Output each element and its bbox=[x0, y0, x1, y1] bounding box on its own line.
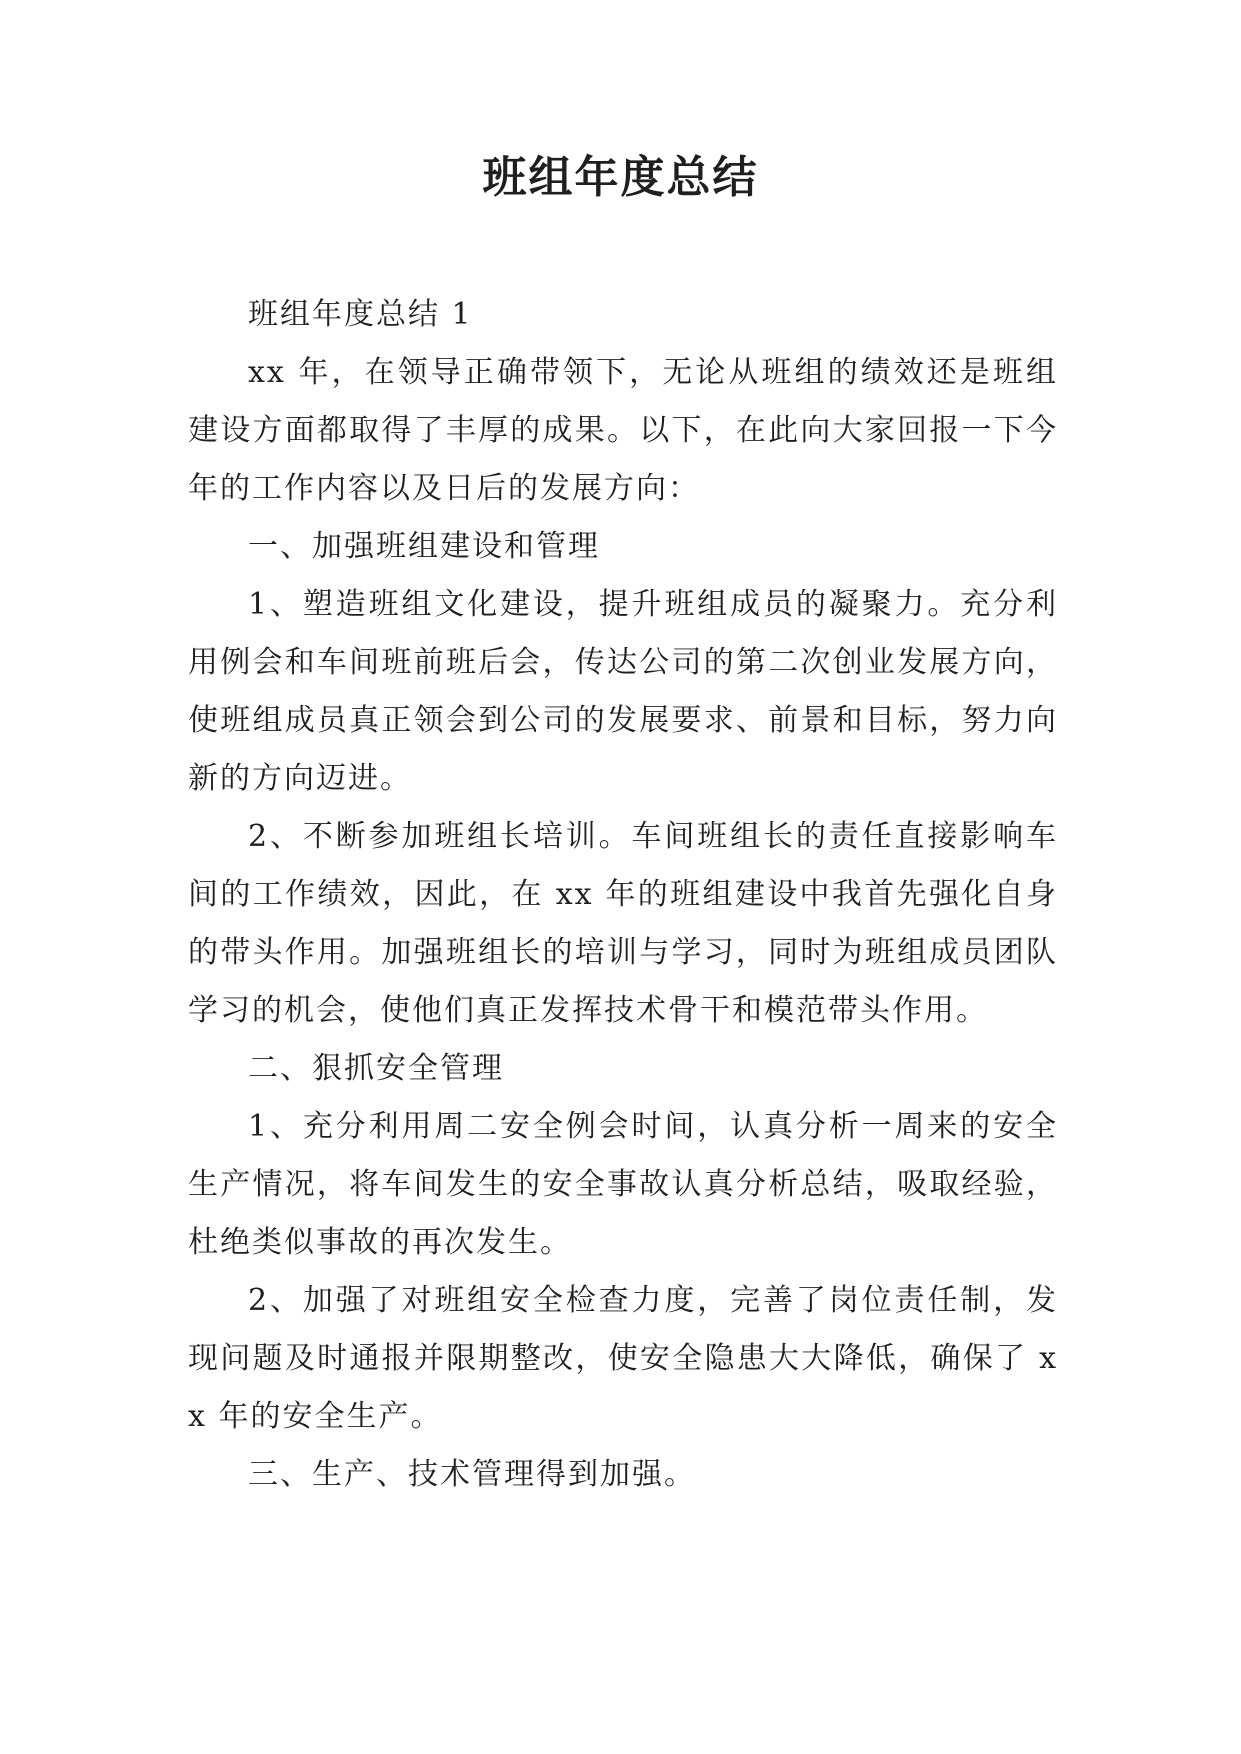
section-heading-part-1: 班组年度总结 1 bbox=[248, 297, 473, 332]
paragraph-safety-inspection: 2、加强了对班组安全检查力度，完善了岗位责任制，发现问题及时通报并限期整改，使安全隐患大大降低，确保了 xx 年的安全生产。 bbox=[188, 1283, 1058, 1434]
intro-paragraph: xx 年，在领导正确带领下，无论从班组的绩效还是班组建设方面都取得了丰厚的成果。以下，在此向大家回报一下今年的工作内容以及日后的发展方向： bbox=[188, 355, 1058, 506]
paragraph-team-culture: 1、塑造班组文化建设，提升班组成员的凝聚力。充分利用例会和车间班前班后会，传达公司的第二次创业发展方向，使班组成员真正领会到公司的发展要求、前景和目标，努力向新的方向迈进。 bbox=[188, 587, 1058, 796]
paragraph-safety-meeting: 1、充分利用周二安全例会时间，认真分析一周来的安全生产情况，将车间发生的安全事故认真分析总结，吸取经验，杜绝类似事故的再次发生。 bbox=[188, 1109, 1058, 1260]
paragraph-leader-training: 2、不断参加班组长培训。车间班组长的责任直接影响车间的工作绩效，因此，在 xx 年的班组建设中我首先强化自身的带头作用。加强班组长的培训与学习，同时为班组成员团队学习的机会，使他们真正发挥技术骨干和模范带头作用。 bbox=[188, 819, 1058, 1028]
section-heading-production: 三、生产、技术管理得到加强。 bbox=[248, 1457, 696, 1492]
section-heading-safety: 二、狠抓安全管理 bbox=[248, 1051, 504, 1086]
document-body bbox=[188, 286, 1058, 1504]
document-title: 班组年度总结 bbox=[482, 152, 759, 203]
section-heading-team-building: 一、加强班组建设和管理 bbox=[248, 529, 600, 564]
